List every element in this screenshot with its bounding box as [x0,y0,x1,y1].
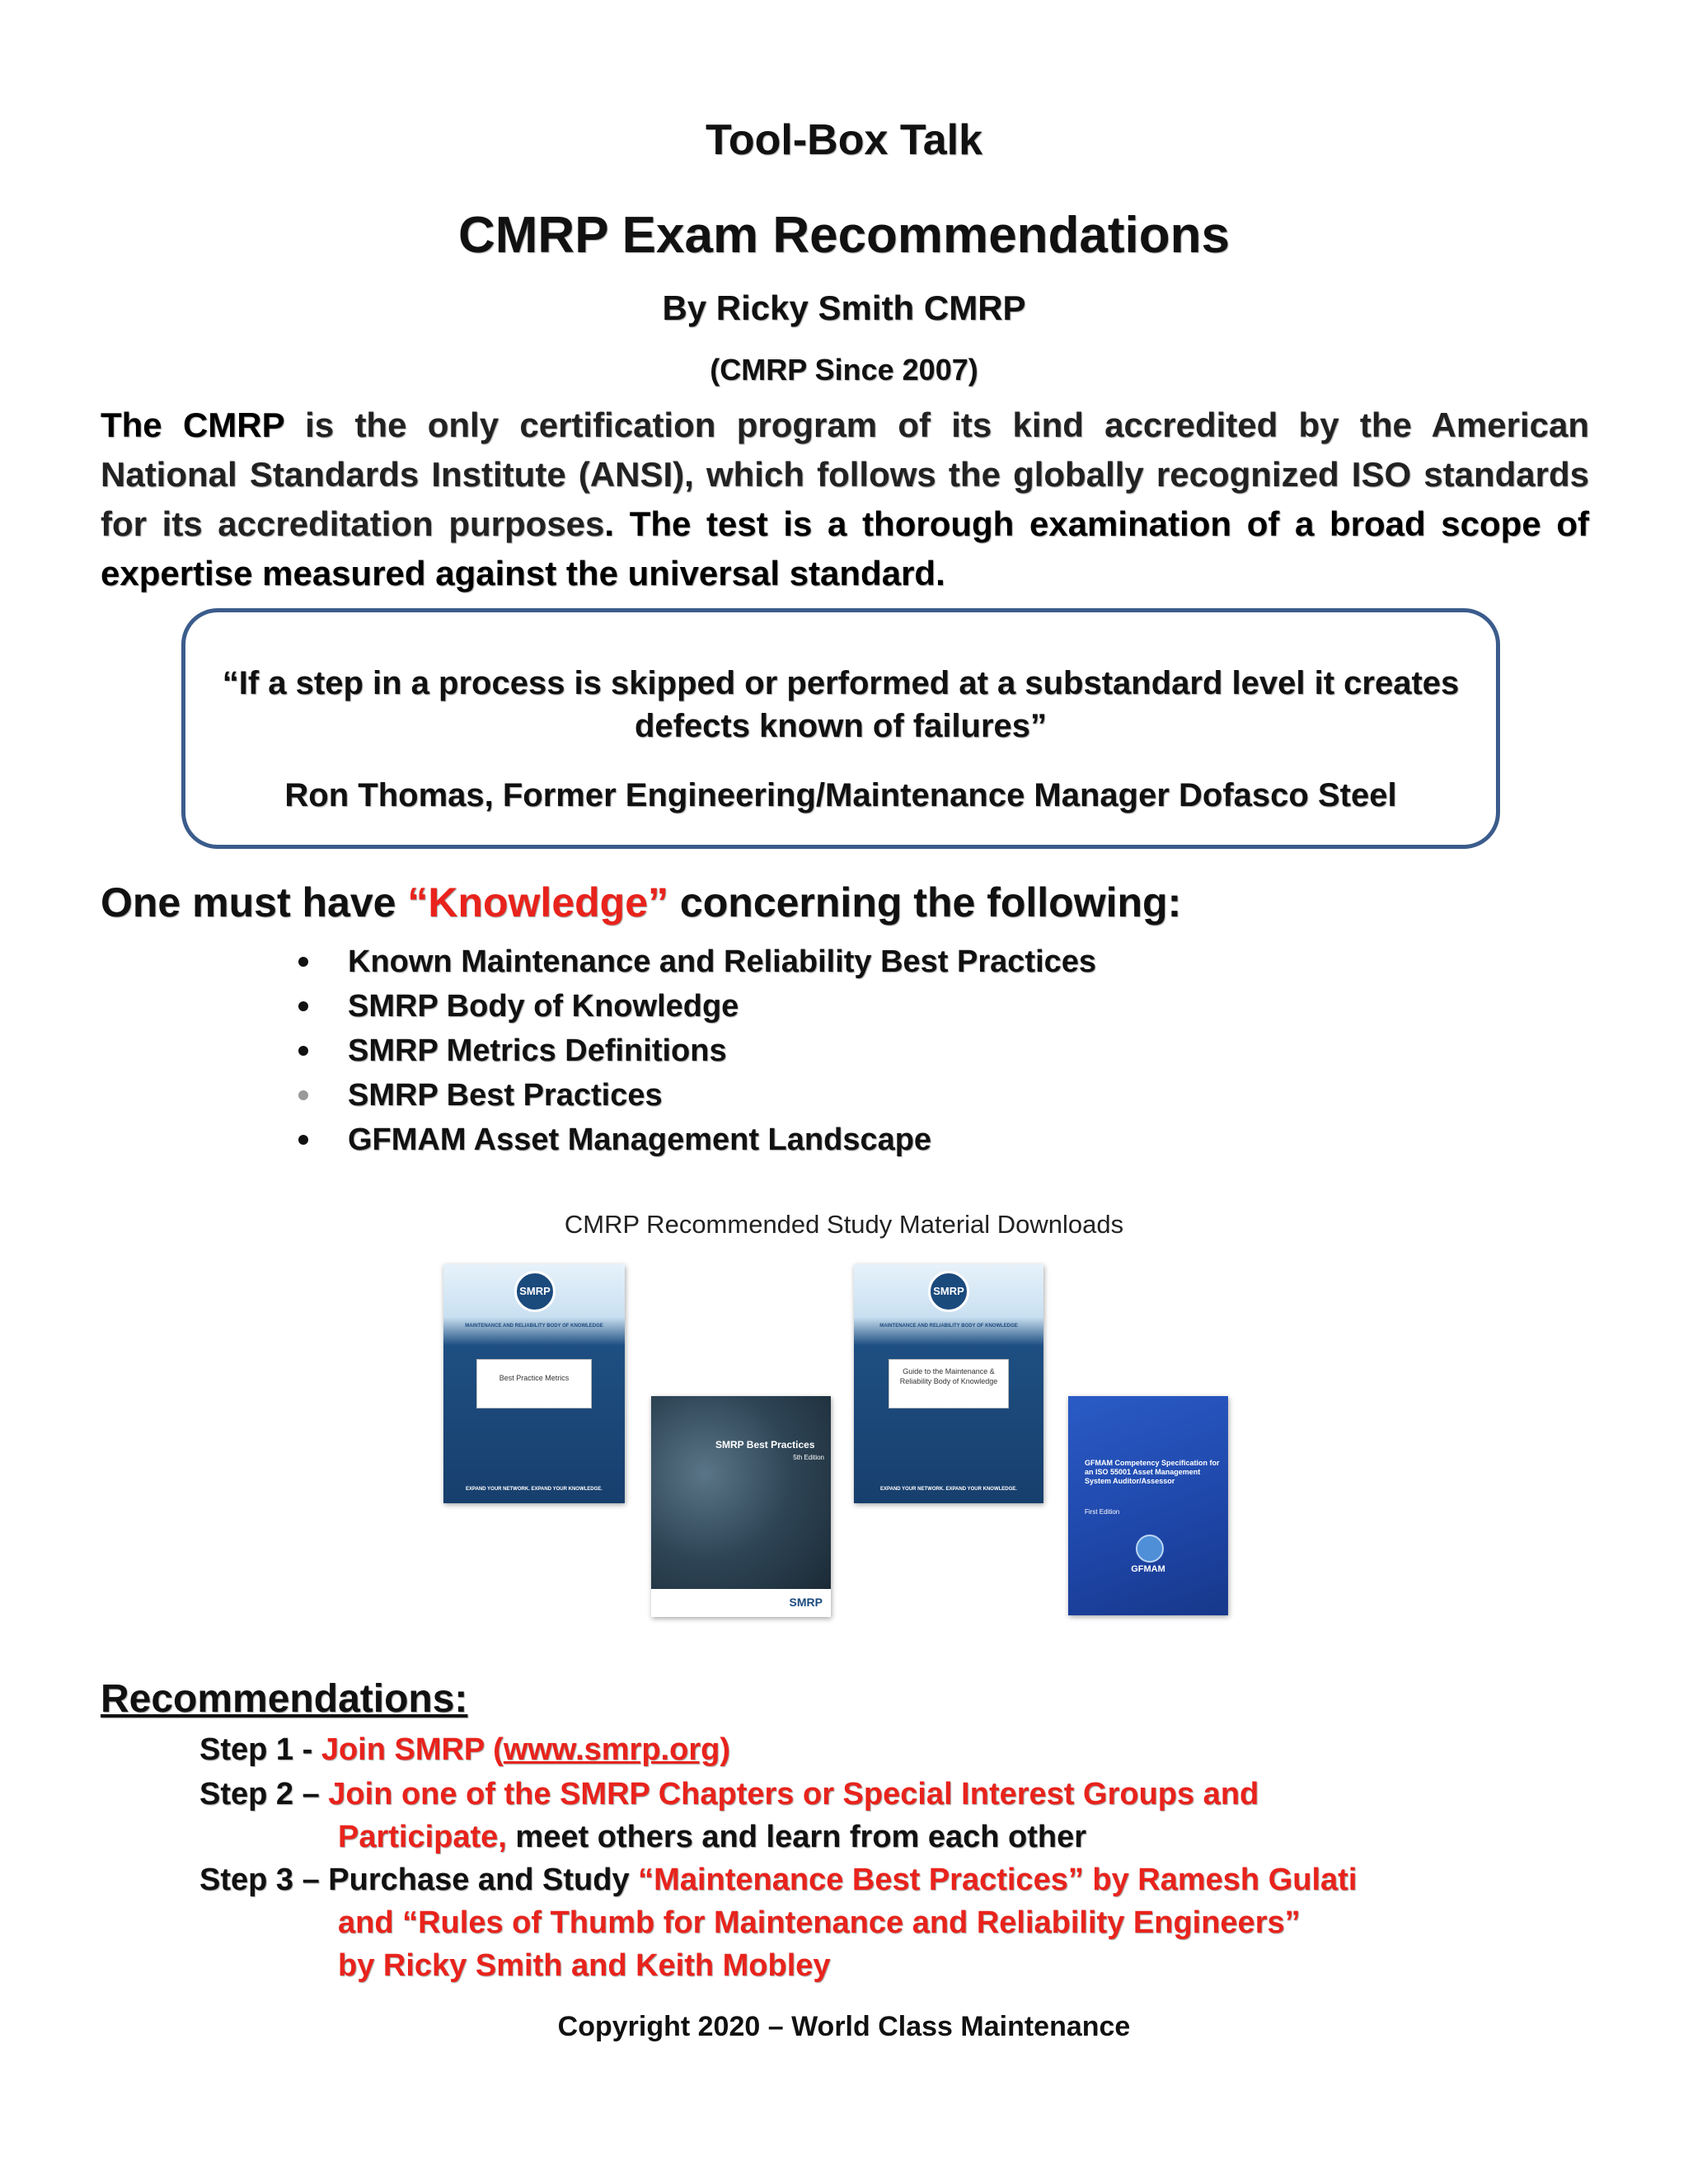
book-footer-text: EXPAND YOUR NETWORK. EXPAND YOUR KNOWLEDGE. [466,1487,603,1492]
book-title-box: Guide to the Maintenance & Reliability Body of Knowledge [889,1359,1009,1408]
list-item [297,984,1096,1029]
book-cover-body-of-knowledge [854,1264,1043,1503]
intro-end: . [935,554,945,593]
book-edition: First Edition [1085,1508,1120,1516]
list-item [297,940,1096,984]
step-3 [199,1863,1357,1898]
step-2-rest: meet others and learn from each other [506,1820,1087,1854]
intro-paragraph [101,401,1589,598]
book-title: GFMAM Competency Specification for an ISO 55001 Asset Management System Auditor/Assessor [1085,1459,1220,1485]
step-3-authors: by Ricky Smith and Keith Mobley [338,1948,831,1983]
quote-text: “If a step in a process is skipped or performed at a substandard level it creates defects known of failures” [222,665,1460,744]
book-cover-gfmam [1068,1396,1228,1615]
bullet-icon [298,957,308,967]
gfmam-logo: GFMAM [1131,1564,1165,1574]
step-1-end: ) [720,1732,730,1767]
knowledge-list [297,940,1096,1162]
book-band-text: MAINTENANCE AND RELIABILITY BODY OF KNOWLEDGE [879,1324,1018,1329]
step-3-book-1: “Maintenance Best Practices” by Ramesh Gulati [638,1863,1357,1897]
list-item-label: Known Maintenance and Reliability Best Practices [348,944,1097,979]
step-2 [199,1777,1259,1812]
step-1 [199,1732,730,1768]
list-item-label: SMRP Body of Knowledge [348,989,739,1024]
list-item [297,1029,1096,1073]
recommendations-heading: Recommendations: [101,1677,468,1721]
smrp-logo-icon: SMRP [928,1271,969,1312]
book-title: SMRP Best Practices [715,1439,815,1451]
author-since: (CMRP Since 2007) [710,353,978,387]
list-item-label: SMRP Metrics Definitions [348,1033,727,1068]
intro-part2: The test is a thorough examination of a broad scope of expertise measured against the universal standard [101,504,1589,593]
knowledge-heading [101,879,1181,926]
step-3-label: Step 3 – Purchase and Study [199,1863,639,1897]
knowledge-word: “Knowledge” [407,879,669,926]
list-item-label: GFMAM Asset Management Landscape [348,1122,932,1157]
doc-label: Tool-Box Talk [705,116,983,164]
quote-author: Ron Thomas, Former Engineering/Maintenance Manager Dofasco Steel [284,777,1397,813]
intro-part1: is the only certification program of its kind accredited by the American National Standards Institute (ANSI), which follows the globally recognized ISO standards for its accreditation purposes [101,405,1589,543]
smrp-logo-icon: SMRP [789,1596,823,1609]
book-cover-metrics [443,1264,625,1503]
smrp-link[interactable]: www.smrp.org [503,1732,720,1767]
step-2-participate: Participate, [338,1820,507,1854]
step-1-text: Join SMRP ( [321,1732,504,1767]
smrp-logo-icon: SMRP [514,1271,556,1312]
step-2-continued [338,1820,1086,1855]
intro-lead: The CMRP [101,405,284,444]
knowledge-pre: One must have [101,879,408,926]
step-2-text: Join one of the SMRP Chapters or Special Interest Groups and [328,1777,1259,1811]
intro-dot: . [604,504,615,543]
book-edition: 5th Edition [793,1454,824,1461]
step-1-label: Step 1 - [199,1732,321,1767]
bullet-icon [298,1001,308,1011]
book-footer-text: EXPAND YOUR NETWORK. EXPAND YOUR KNOWLEDGE. [880,1487,1017,1492]
study-material-title: CMRP Recommended Study Material Downloads [564,1210,1124,1239]
book-title-box: Best Practice Metrics [476,1359,592,1408]
quote-box [181,608,1500,849]
book-band-text: MAINTENANCE AND RELIABILITY BODY OF KNOWLEDGE [465,1324,603,1329]
copyright-footer: Copyright 2020 – World Class Maintenance [557,2011,1131,2042]
bullet-icon [298,1135,308,1145]
bullet-icon [298,1046,308,1056]
bullet-icon [298,1090,308,1100]
knowledge-post: concerning the following: [668,879,1182,926]
author-byline: By Ricky Smith CMRP [662,288,1026,327]
list-item [297,1073,1096,1118]
step-2-label: Step 2 – [199,1777,329,1811]
gfmam-globe-icon [1136,1535,1164,1563]
list-item-label: SMRP Best Practices [348,1078,663,1113]
list-item [297,1118,1096,1162]
step-3-book-2: and “Rules of Thumb for Maintenance and Reliability Engineers” [338,1905,1301,1940]
book-cover-best-practices [651,1396,831,1617]
book-footer-strip [651,1589,831,1617]
page-title: CMRP Exam Recommendations [458,207,1230,264]
